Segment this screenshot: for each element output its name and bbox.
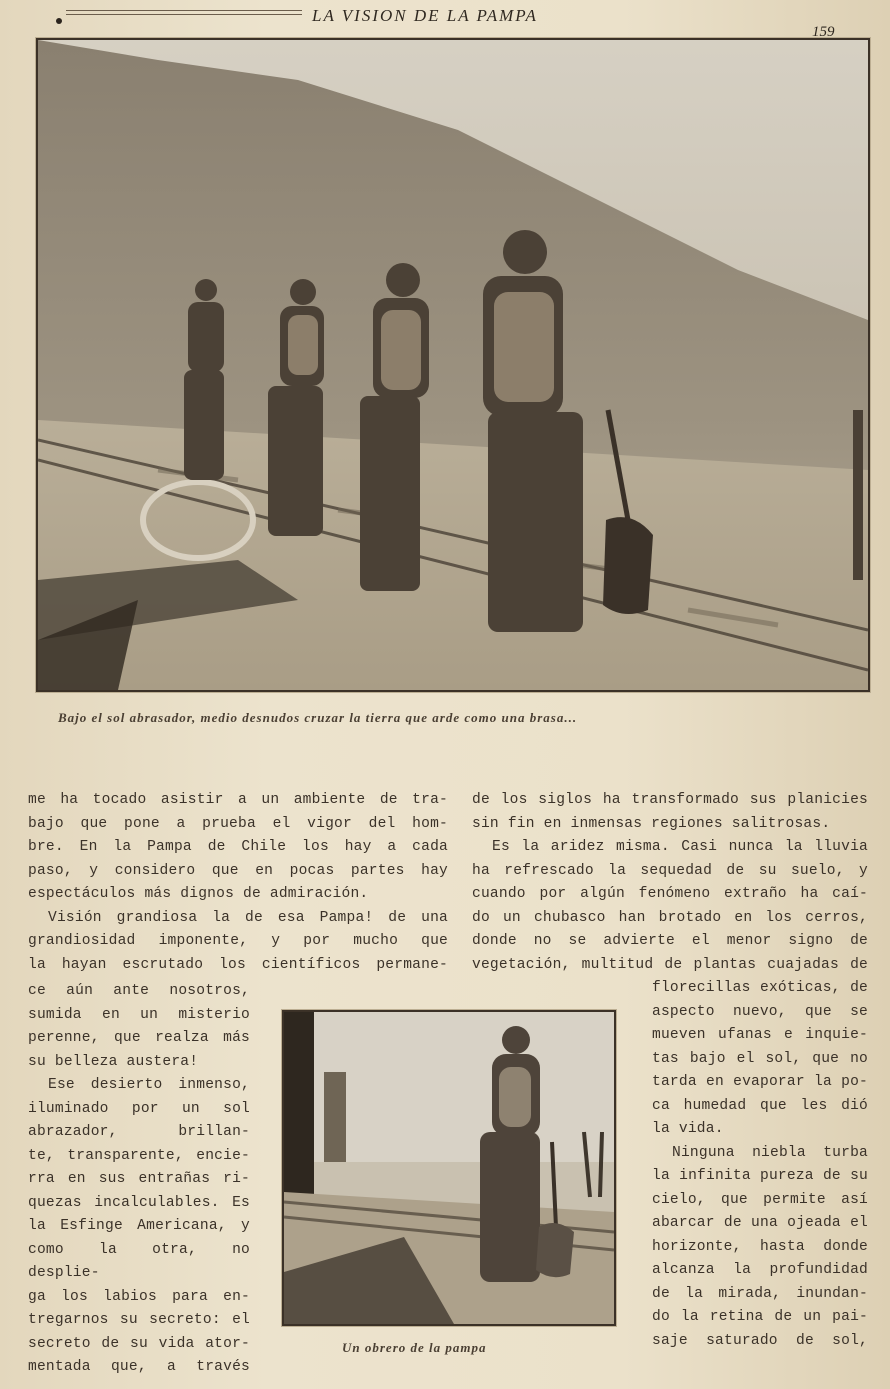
text-line: ga los labios para en- <box>28 1288 250 1305</box>
right-column-top <box>472 789 868 977</box>
main-photo-caption: Bajo el sol abrasador, medio desnudos cruzar la tierra que arde como una brasa... <box>58 710 578 725</box>
text-line: Visión grandiosa la de esa Pampa! de una <box>48 909 448 926</box>
text-line: como la otra, no desplie- <box>28 1241 250 1281</box>
text-line: quezas incalculables. Es <box>28 1194 250 1211</box>
text-line: la hayan escrutado los científicos permane- <box>28 956 448 973</box>
header-rule <box>66 14 302 15</box>
text-line: me ha tocado asistir a un ambiente de tra- <box>28 792 448 808</box>
text-line: perenne, que realza más <box>28 1030 250 1046</box>
text-line: abarcar de una ojeada el <box>652 1215 868 1231</box>
text-line: horizonte, hasta donde <box>652 1238 868 1255</box>
text-line: alcanza la profundidad <box>652 1262 868 1278</box>
text-line: tarda en evaporar la po- <box>652 1074 868 1090</box>
left-column-narrow <box>28 980 250 1380</box>
inset-photo-caption: Un obrero de la pampa <box>342 1340 487 1355</box>
text-line: la vida. <box>652 1121 724 1137</box>
text-line: bre. En la Pampa de Chile los hay a cada <box>28 839 448 855</box>
text-line: sin fin en inmensas regiones salitrosas. <box>472 815 831 832</box>
text-line: iluminado por un sol <box>28 1100 250 1117</box>
text-line: Ninguna niebla turba <box>672 1144 868 1161</box>
running-title: LA VISION DE LA PAMPA <box>312 6 538 25</box>
worker-photo-image <box>284 1012 614 1324</box>
text-line: florecillas exóticas, de <box>652 980 868 996</box>
text-line: mueven ufanas e inquie- <box>652 1027 868 1043</box>
text-line: vegetación, multitud de plantas cuajadas de <box>472 956 868 973</box>
text-line: rra en sus entrañas ri- <box>28 1171 250 1187</box>
text-line: bajo que pone a prueba el vigor del hom- <box>28 815 448 832</box>
text-line: su belleza austera! <box>28 1053 199 1070</box>
text-line: la infinita pureza de su <box>652 1168 868 1184</box>
text-line: la Esfinge Americana, y <box>28 1218 250 1234</box>
workers-photo-image <box>38 40 868 690</box>
text-line: abrazador, brillan- <box>28 1124 250 1140</box>
text-line: de los siglos ha transformado sus planicies <box>472 792 868 808</box>
text-line: cielo, que permite así <box>652 1191 868 1208</box>
text-line: paso, y considero que en pocas partes hay <box>28 862 448 879</box>
right-column-narrow <box>652 977 868 1353</box>
text-line: de la mirada, inundan- <box>652 1285 868 1302</box>
header-bullet <box>56 18 62 24</box>
text-line: espectáculos más dignos de admiración. <box>28 886 369 902</box>
text-line: donde no se advierte el menor signo de <box>472 933 868 949</box>
text-line: te, transparente, encie- <box>28 1147 250 1164</box>
text-line: tas bajo el sol, que no <box>652 1050 868 1067</box>
text-line: ha refrescado la sequedad de su suelo, y <box>472 862 868 879</box>
text-line: ce aún ante nosotros, <box>28 983 250 999</box>
text-line: do la retina de un pai- <box>652 1309 868 1325</box>
inset-photograph <box>282 1010 616 1326</box>
left-column-top <box>28 789 448 977</box>
text-line: saje saturado de sol, <box>652 1332 868 1349</box>
page-number: 159 <box>812 24 835 40</box>
text-line: tregarnos su secreto: el <box>28 1312 250 1328</box>
text-line: secreto de su vida ator- <box>28 1335 250 1352</box>
header-rule <box>66 10 302 11</box>
text-line: grandiosidad imponente, y por mucho que <box>28 933 448 949</box>
text-line: Ese desierto inmenso, <box>48 1077 250 1093</box>
text-line: Es la aridez misma. Casi nunca la lluvia <box>492 839 868 855</box>
text-line: ca humedad que les dió <box>652 1097 868 1114</box>
text-line: aspecto nuevo, que se <box>652 1003 868 1020</box>
text-line: sumida en un misterio <box>28 1006 250 1023</box>
text-line: mentada que, a través <box>28 1359 250 1375</box>
text-line: cuando por algún fenómeno extraño ha caí- <box>472 886 868 902</box>
main-photograph <box>36 38 870 692</box>
text-line: do un chubasco han brotado en los cerros, <box>472 909 868 926</box>
